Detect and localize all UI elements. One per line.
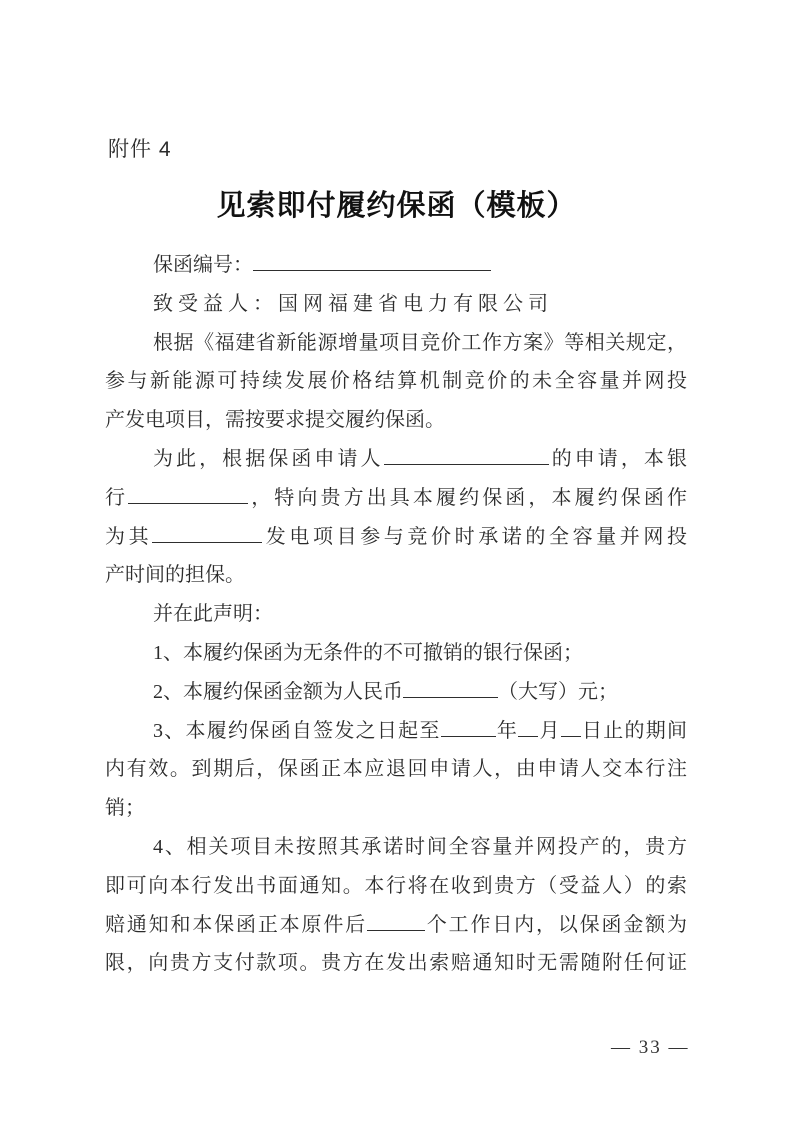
document-title: 见索即付履约保函（模板） — [216, 190, 577, 222]
guarantee-no-line — [105, 246, 687, 285]
basis-paragraph-line-1 — [105, 324, 687, 363]
text-run: 个工作日内，以保函金额为 — [425, 913, 687, 936]
text-run: 内有效。到期后，保函正本应退回申请人，由申请人交本行注 — [105, 758, 687, 781]
declaration-item-3-line-3 — [105, 789, 687, 828]
text-run: 发电项目参与竞价时承诺的全容量并网投 — [262, 525, 688, 548]
page-number: — 33 — — [611, 1037, 690, 1058]
declaration-item-1-line — [105, 634, 687, 673]
declaration-item-4-line-3 — [105, 906, 687, 945]
text-run: 即可向本行发出书面通知。本行将在收到贵方（受益人）的索 — [105, 874, 687, 897]
declaration-item-4-line-2 — [105, 867, 687, 906]
text-run: 限，向贵方支付款项。贵方在发出索赔通知时无需随附任何证 — [105, 952, 687, 975]
request-paragraph-line-1 — [105, 440, 687, 479]
blank-underline — [403, 678, 498, 698]
blank-underline — [367, 911, 425, 931]
declaration-item-4-line-4 — [105, 944, 687, 983]
blank-underline — [441, 717, 496, 737]
text-run: 年 — [495, 719, 519, 742]
blank-underline — [384, 445, 549, 465]
text-run: 销； — [105, 797, 145, 820]
text-run: 保函编号： — [153, 254, 253, 276]
text-run: （大写）元； — [498, 680, 618, 703]
blank-underline — [128, 484, 248, 504]
text-run: 3、本履约保函自签发之日起至 — [153, 719, 441, 742]
text-run: 日止的期间 — [580, 719, 688, 742]
basis-paragraph-line-3 — [105, 401, 687, 440]
blank-underline — [152, 523, 262, 543]
text-run: ，特向贵方出具本履约保函，本履约保函作 — [248, 486, 688, 509]
text-run: 参与新能源可持续发展价格结算机制竞价的未全容量并网投 — [105, 370, 687, 393]
text-run: 致受益人：国网福建省电力有限公司 — [153, 292, 553, 315]
attachment-label: 附件 4 — [108, 138, 172, 161]
declaration-item-3-line-2 — [105, 750, 687, 789]
request-paragraph-line-4 — [105, 556, 687, 595]
blank-underline — [518, 717, 538, 737]
declaration-item-2-line — [105, 673, 687, 712]
text-run: 月 — [538, 719, 561, 742]
text-run: 产发电项目，需按要求提交履约保函。 — [105, 409, 445, 432]
declaration-item-3-line-1 — [105, 712, 687, 751]
text-run: 根据《福建省新能源增量项目竞价工作方案》等相关规定， — [153, 331, 687, 354]
blank-underline — [561, 717, 581, 737]
request-paragraph-line-2 — [105, 479, 687, 518]
text-run: 为此，根据保函申请人 — [153, 447, 384, 470]
text-run: 为其 — [105, 525, 153, 548]
text-run: 4、相关项目未按照其承诺时间全容量并网投产的，贵方 — [153, 835, 687, 858]
basis-paragraph-line-2 — [105, 362, 687, 401]
text-run: 产时间的担保。 — [105, 564, 245, 587]
text-run: 的申请，本银 — [548, 447, 687, 470]
declaration-item-4-line-1 — [105, 828, 687, 867]
text-run: 并在此声明： — [153, 603, 273, 626]
text-run: 赔通知和本保函正本原件后 — [105, 913, 367, 936]
beneficiary-line — [105, 285, 687, 324]
text-run: 1、本履约保函为无条件的不可撤销的银行保函； — [153, 641, 583, 664]
blank-underline — [253, 251, 491, 271]
request-paragraph-line-3 — [105, 518, 687, 557]
document-body — [105, 246, 687, 983]
text-run: 2、本履约保函金额为人民币 — [153, 680, 403, 703]
declaration-intro-line — [105, 595, 687, 634]
text-run: 行 — [105, 486, 129, 509]
